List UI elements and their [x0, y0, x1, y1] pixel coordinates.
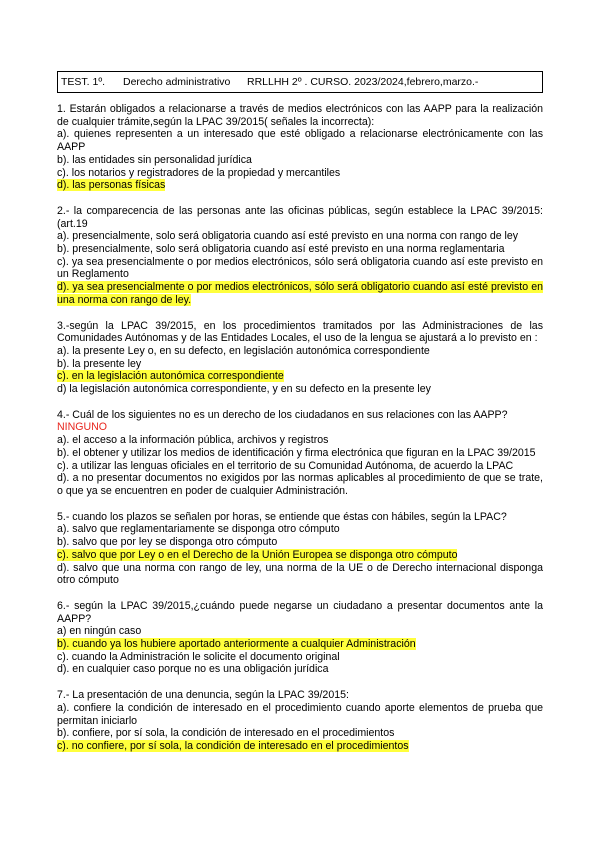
question-7	[57, 689, 543, 753]
answer-option	[57, 523, 543, 536]
answer-text: a). salvo que reglamentariamente se disponga otro cómputo	[57, 523, 340, 536]
question-stem: 3.-según la LPAC 39/2015, en los procedimientos tramitados por las Administraciones de las Comunidades Autónomas y de las Entidades Locales, el uso de la lengua se ajustará a lo previsto en :	[57, 319, 543, 345]
answer-option	[57, 638, 543, 651]
question-stem: 7.- La presentación de una denuncia, según la LPAC 39/2015:	[57, 689, 349, 702]
answer-option	[57, 345, 543, 358]
question-stem: 1. Estarán obligados a relacionarse a través de medios electrónicos con las AAPP para la realización de cualquier trámite,según la LPAC 39/2015( señales la incorrecta):	[57, 103, 543, 128]
answer-text: a). confiere la condición de interesado en el procedimiento cuando aporte elementos de prueba que permitan iniciarlo	[57, 701, 543, 727]
answer-text: c). ya sea presencialmente o por medios electrónicos, sólo será obligatoria cuando así este previsto en un Reglamento	[57, 255, 543, 281]
answer-option	[57, 179, 543, 192]
answer-text: a). el acceso a la información pública, archivos y registros	[57, 434, 329, 447]
answer-text: d). salvo que una norma con rango de ley, una norma de la UE o de Derecho internacional disponga otro cómputo	[57, 561, 543, 587]
question-3	[57, 320, 543, 396]
question-5	[57, 511, 543, 587]
question-stem: 6.- según la LPAC 39/2015,¿cuándo puede negarse un ciudadano a presentar documentos ante la AAPP?	[57, 599, 543, 625]
answer-text: d) la legislación autonómica correspondiente, y en su defecto en la presente ley	[57, 383, 431, 396]
answer-option	[57, 167, 543, 180]
answer-text: a). presencialmente, solo será obligatoria cuando así esté previsto en una norma con rango de ley	[57, 230, 519, 243]
answer-text: b). confiere, por sí sola, la condición de interesado en el procedimientos	[57, 727, 395, 740]
answer-text: b). la presente ley	[57, 357, 142, 370]
answer-option	[57, 230, 543, 243]
question-stem: 2.- la comparecencia de las personas ante las oficinas públicas, según establece la LPAC 39/2015: (art.19	[57, 204, 543, 230]
answer-option	[57, 154, 543, 167]
answer-option	[57, 702, 543, 727]
answer-option	[57, 383, 543, 396]
question-1	[57, 103, 543, 192]
answer-option	[57, 128, 543, 153]
answer-option	[57, 243, 543, 256]
highlighted-answer: d). las personas físicas	[57, 179, 166, 192]
answer-option	[57, 358, 543, 371]
answer-option	[57, 256, 543, 281]
answer-option	[57, 663, 543, 676]
answer-option	[57, 281, 543, 306]
question-6	[57, 600, 543, 676]
highlighted-answer: d). ya sea presencialmente o por medios electrónicos, sólo será obligatorio cuando así esté previsto en una norma con rango de ley.	[57, 281, 543, 306]
answer-option	[57, 460, 543, 473]
highlighted-answer: b). cuando ya los hubiere aportado anteriormente a cualquier Administración	[57, 638, 416, 651]
answer-text: b). salvo que por ley se disponga otro cómputo	[57, 536, 278, 549]
header-test-label: TEST. 1º.	[61, 76, 106, 88]
answer-text: a). la presente Ley o, en su defecto, en legislación autonómica correspondiente	[57, 344, 430, 357]
answer-text: c). los notarios y registradores de la propiedad y mercantiles	[57, 166, 341, 179]
question-stem: 4.- Cuál de los siguientes no es un derecho de los ciudadanos en sus relaciones con las AAPP?	[57, 408, 508, 421]
header-subject: Derecho administrativo	[123, 76, 231, 88]
questions-list	[57, 103, 543, 766]
answer-option	[57, 727, 543, 740]
answer-text: d). a no presentar documentos no exigidos por las normas aplicables al procedimiento de que se trate, o que ya se encuentren en poder de cualquier Administración.	[57, 472, 543, 497]
answer-text: b). las entidades sin personalidad jurídica	[57, 153, 252, 166]
answer-option	[57, 651, 543, 664]
answer-text: d). en cualquier caso porque no es una obligación jurídica	[57, 663, 329, 676]
answer-text: c). cuando la Administración le solicite el documento original	[57, 650, 340, 663]
highlighted-answer: c). salvo que por Ley o en el Derecho de la Unión Europea se disponga otro cómputo	[57, 548, 458, 561]
answer-text: a) en ningún caso	[57, 625, 142, 638]
highlighted-answer: c). en la legislación autonómica correspondiente	[57, 370, 284, 383]
question-stem: 5.- cuando los plazos se señalen por horas, se entiende que éstas con hábiles, según la LPAC?	[57, 510, 507, 523]
highlighted-answer: c). no confiere, por sí sola, la condición de interesado en el procedimientos	[57, 739, 409, 752]
test-header	[57, 71, 543, 93]
answer-option	[57, 447, 543, 460]
answer-note: NINGUNO	[57, 421, 108, 434]
answer-option	[57, 434, 543, 447]
answer-option	[57, 370, 543, 383]
answer-text: b). el obtener y utilizar los medios de identificación y firma electrónica que figuran en la LPAC 39/2015	[57, 446, 536, 459]
answer-option	[57, 562, 543, 587]
header-course: RRLLHH 2º . CURSO. 2023/2024,febrero,marzo.-	[247, 76, 479, 88]
question-2	[57, 205, 543, 307]
answer-text: c). a utilizar las lenguas oficiales en el territorio de su Comunidad Autónoma, de acuerdo la LPAC	[57, 459, 514, 472]
answer-option	[57, 549, 543, 562]
answer-option	[57, 472, 543, 497]
question-4	[57, 409, 543, 498]
answer-text: b). presencialmente, solo será obligatoria cuando así esté previsto en una norma reglamentaria	[57, 243, 505, 256]
answer-option	[57, 625, 543, 638]
answer-option	[57, 740, 543, 753]
answer-option	[57, 536, 543, 549]
answer-text: a). quienes representen a un interesado que esté obligado a relacionarse electrónicamente con las AAPP	[57, 128, 543, 154]
